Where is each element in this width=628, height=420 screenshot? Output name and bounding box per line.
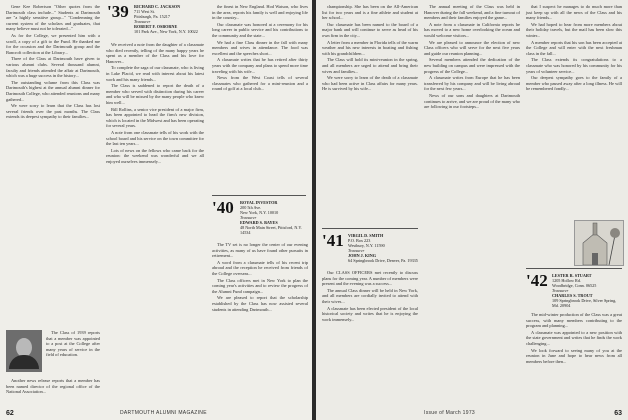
right-column-1-bottom: Our CLASS OFFICERS met recently to discuss plans for the coming year. A number of members were present and the evening was a success... The annual Class dinner will be held in New York, and all members are cordially invited to attend with their wives... A classmate has been elected president of the local historical society and writes that he is enjoying the work immensely... (322, 270, 418, 322)
class-41-secretary-block (348, 233, 420, 263)
church-sketch-illustration (574, 220, 624, 266)
left-page (0, 0, 312, 420)
class-41-secretary-addr2: Westbury, N.Y. 11590 (348, 243, 385, 248)
right-page (316, 0, 628, 420)
right-page-number: 63 (614, 410, 622, 417)
class-41-secretary-addr1: P.O. Box 223 (348, 238, 371, 243)
class-40-secretary-name: ROYAL INVESTOR (240, 200, 278, 205)
class-42-secretary-block (552, 273, 622, 308)
class-39-treasurer-name: ROBERT F. OSBORNE (134, 24, 178, 29)
class-41-secretary-name: VIRGIL D. SMITH (348, 233, 384, 238)
class-40-treasurer-name: EDWARD S. BAYES (240, 220, 278, 225)
class-39-secretary-block (134, 4, 206, 34)
class-41-treasurer-addr: 64 Springbrook Drive, Denver, Pa. 19335 (348, 258, 418, 263)
class-42-secretary-addr1: 1205 Hollow Rd. (552, 278, 581, 283)
left-column-1-bottom: Another news release reports that a member has been named director of the regional office of the National Association... (6, 378, 100, 395)
class-40-treasurer-label: Treasurer (240, 215, 257, 220)
class-40-secretary-addr2: New York, N.Y. 10010 (240, 210, 279, 215)
class-number-40: '40 (212, 198, 234, 217)
left-column-3-bottom: The TV set is no longer the center of our evening activities, as many of us have found other pursuits in retirement... A word from a classmate tells of his recent trip abroad and the reception he received from friends of the College overseas... The Class officers met in New York to plan the coming year's activities and to review the progress of the Alumni Fund campaign... We are pleased to report that the scholarship established by the Class has now assisted several students in attending Dartmouth... (212, 242, 308, 312)
left-column-3: the finest in New England. Hod Watson, who lives in the area, reports his family is well and enjoying life in the country... Our classmate was honored at a ceremony for his long career in public service and his contributions to the community and the state... We had a fine Class dinner in the fall with many members and wives in attendance. The food was excellent and the speeches short... A classmate writes that he has retired after thirty years with the company and plans to spend more time traveling with his wife... News from the West Coast tells of several classmates who gathered for a mini-reunion and a round of golf at a local club... (212, 4, 308, 92)
right-footer: Issue of March 1973 (424, 410, 476, 416)
left-footer: DARTMOUTH ALUMNI MAGAZINE (120, 410, 207, 416)
class-39-secretary-addr1: 711 West St. (134, 9, 155, 14)
left-column-1: Gene Kee Robertson "Other quotes from the Dartmouth class include..." Students at Dartmouth are "a highly sensitive group..." "Condemning the current system of the scholars and graduates, that many believe must not be tolerated..." As for the College, we presented him with a scroll, a copy of a gift to the Fund. He thanked me for the occasion and the Dartmouth group and the Bancroft collection at the Library... Three of the Class at Dartmouth have given to various alumni clubs. Several thousand alumni, faculty and friends attended the affair at Dartmouth, which was a huge success in the history... The outstanding volume from this Class was Dartmouth's highest at the annual alumni dinner for Dartmouth College, who attended reunions and many gathered... We were sorry to learn that the Class has lost several friends over the past months. The Class extends its deepest sympathy to their families... (6, 4, 101, 120)
class-number-39: '39 (107, 2, 129, 21)
class-42-secretary-name: LESTER R. STUART (552, 273, 592, 278)
class-39-secretary-addr2: Pittsburgh, Pa. 15217 (134, 14, 170, 19)
class-40-secretary-block (240, 200, 308, 235)
class-40-treasurer-addr: 48 North Main Street, Pittsford, N.Y. 14534 (240, 225, 302, 235)
class-42-rule (526, 268, 622, 269)
class-number-42: '42 (526, 271, 548, 290)
class-42-treasurer-addr: 109 Springbrook Drive, Silver Spring, Md. 20904 (552, 298, 617, 308)
class-39-treasurer-label: Treasurer (134, 19, 151, 24)
portrait-photo (6, 330, 42, 372)
class-39-secretary-name: RICHARD C. JACKSON (134, 4, 181, 9)
class-42-treasurer-name: CHARLES S. TROUT (552, 293, 593, 298)
class-42-secretary-addr2: Woodbridge, Conn. 06525 (552, 283, 597, 288)
class-42-treasurer-label: Treasurer (552, 288, 569, 293)
church-sketch-svg (575, 221, 623, 265)
portrait-shoulders (9, 355, 39, 369)
class-40-rule (212, 195, 306, 196)
photo-caption-column: The Class of 1939 reports that a member was appointed to a post at the College after many years of service in the field of education. (46, 330, 100, 358)
left-page-number: 62 (6, 410, 14, 417)
class-41-rule (322, 228, 418, 229)
class-40-secretary-addr1: 200 5th Ave. (240, 205, 262, 210)
class-41-treasurer-name: JOHN J. KING (348, 253, 377, 258)
right-column-2: The annual meeting of the Class was held in Hanover during the fall weekend, and a fine turnout of members and their families enjoyed the game... A note from a classmate in California reports he has moved to a new home overlooking the ocean and would welcome visitors... We are pleased to announce the election of new Class officers who will serve for the next five years and guide our reunion planning... Several members attended the dedication of the new building on campus and were impressed with the progress of the College... A classmate writes from Europe that he has been transferred by his company and will be living abroad for the next few years... News of our sons and daughters at Dartmouth continues to arrive, and we are proud of the many who are following in our footsteps... (424, 4, 520, 110)
left-column-2: We received a note from the daughter of a classmate who died recently, telling of the many happy years he spent as a member of the Class and his love for Hanover... To complete the saga of our classmate, who is living in Lake Placid, we read with interest about his latest work and his many friends... The Class is saddened to report the death of a member who served with distinction during his career and who will be missed by the many people who knew him well... Bill Rollins, a senior vice president of a major firm, has been appointed to head the firm's new division, which is located in the Midwest and has been operating for several years. A note from one classmate tells of his work with the school board and his service on the town committee for the last ten years... Lots of news on the fellows who came back for the reunion: the weekend was wonderful and we all enjoyed ourselves immensely... (106, 42, 204, 164)
class-number-41: '41 (322, 231, 344, 250)
class-41-treasurer-label: Treasurer (348, 248, 365, 253)
right-column-3: that I suspect he manages to do much more than just keep up with all the news of the Class and his many friends... We had hoped to hear from more members about their holiday travels, but the mail has been slow this winter... A member reports that his son has been accepted at the College and will enter with the next freshman class in the fall... The Class extends its congratulations to a classmate who was honored by his community for his years of volunteer service... Our deepest sympathy goes to the family of a member who passed away after a long illness. He will be remembered fondly... (526, 4, 622, 92)
right-column-1: championship. She has been on the All-American list for two years and is a fine athlete and student at her school... Our classmate has been named to the board of a major bank and will continue to serve as head of his own firm in the city... A letter from a member in Florida tells of the warm weather and his new interests in boating and fishing with his grandchildren... The Class will hold its mini-reunion in the spring, and all members are urged to attend and bring their wives and families... We were sorry to learn of the death of a classmate who had been active in Class affairs for many years. He is survived by his wife... (322, 4, 418, 92)
class-39-treasurer-addr: 101 Park Ave., New York, N.Y. 10022 (134, 29, 198, 34)
right-column-3-bottom: The mid-winter production of the Class was a great success, with many members contributing to the program and planning... A classmate was appointed to a new position with the state government and writes that he finds the work challenging... We look forward to seeing many of you at the reunion in June and hope to hear news from all members before then... (526, 312, 622, 364)
